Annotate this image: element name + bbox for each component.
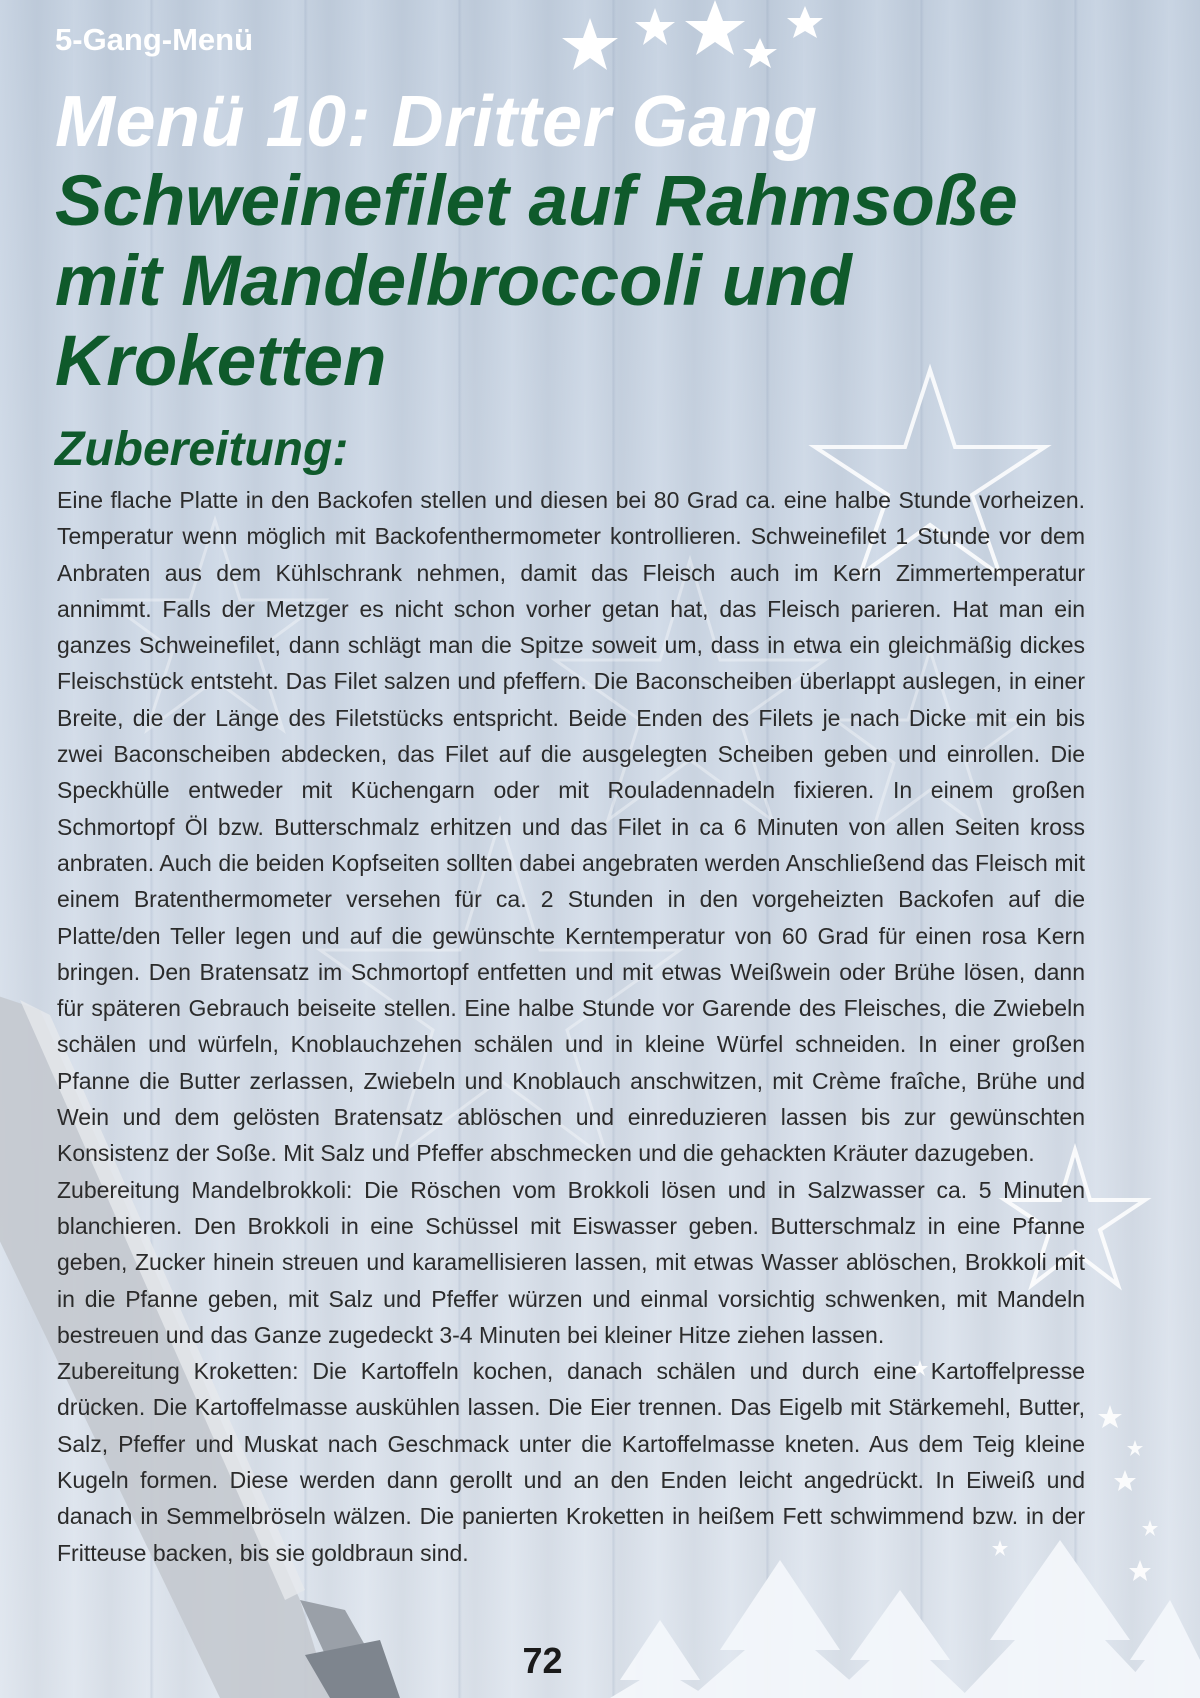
page-number: 72	[522, 1640, 563, 1681]
preparation-text	[57, 482, 1085, 1571]
recipe-title: Schweinefilet auf Rahmsoße mit Mandelbroccoli und Kroketten	[55, 162, 1018, 401]
menu-course-title: Menü 10: Dritter Gang	[55, 82, 818, 162]
series-kicker: 5-Gang-Menü	[55, 22, 254, 57]
paragraph-croquettes: Zubereitung Kroketten: Die Kartoffeln kochen, danach schälen und durch eine Kartoffelpresse drücken. Die Kartoffelmasse auskühlen lassen. Die Eier trennen. Das Eigelb mit Stärkemehl, Butter, Salz, Pfeffer und Muskat nach Geschmack unter die Kartoffelmasse kneten. Aus dem Teig kleine Kugeln formen. Diese werden dann gerollt und an den Enden leicht angedrückt. In Eiweiß und danach in Semmelbröseln wälzen. Die panierten Kroketten in heißem Fett schwimmend bzw. in der Fritteuse backen, bis sie goldbraun sind.	[57, 1358, 1085, 1566]
star-cluster-top	[562, 0, 823, 70]
paragraph-almond-broccoli: Zubereitung Mandelbrokkoli: Die Röschen vom Brokkoli lösen und in Salzwasser ca. 5 Minuten blanchieren. Den Brokkoli in eine Schüssel mit Eiswasser geben. Butterschmalz in eine Pfanne geben, Zucker hinein streuen und karamellisieren lassen, mit etwas Wasser ablöschen, Brokkoli mit in die Pfanne geben, mit Salz und Pfeffer würzen und einmal vorsichtig schwenken, mit Mandeln bestreuen und das Ganze zugedeckt 3-4 Minuten bei kleiner Hitze ziehen lassen.	[57, 1176, 1085, 1348]
preparation-heading: Zubereitung:	[55, 423, 349, 476]
paragraph-main-course: Eine flache Platte in den Backofen stellen und diesen bei 80 Grad ca. eine halbe Stunde vorheizen. Temperatur wenn möglich mit Backofenthermometer kontrollieren. Schweinefilet 1 Stunde vor dem Anbraten aus dem Kühlschrank nehmen, damit das Fleisch auch im Kern Zimmertemperatur annimmt. Falls der Metzger es nicht schon vorher getan hat, das Fleisch parieren. Hat man ein ganzes Schweinefilet, dann schlägt man die Spitze soweit um, dass in etwa ein gleichmäßig dickes Fleischstück entsteht. Das Filet salzen und pfeffern. Die Baconscheiben überlappt auslegen, in einer Breite, die der Länge des Filetstücks entspricht. Beide Enden des Filets je nach Dicke mit ein bis zwei Baconscheiben abdecken, das Filet auf die ausgelegten Scheiben geben und einrollen. Die Speckhülle entweder mit Küchengarn oder mit Rouladennadeln fixieren. In einem großen Schmortopf Öl bzw. Butterschmalz erhitzen und das Filet in ca 6 Minuten von allen Seiten kross anbraten. Auch die beiden Kopfseiten sollten dabei angebraten werden Anschließend das Fleisch mit einem Bratenthermometer versehen für ca. 2 Stunden in den vorgeheizten Backofen auf die Platte/den Teller legen und auf die gewünschte Kerntemperatur von 60 Grad für einen rosa Kern bringen. Den Bratensatz im Schmortopf entfetten und mit etwas Weißwein oder Brühe lösen, dann für späteren Gebrauch beiseite stellen. Eine halbe Stunde vor Garende des Fleisches, die Zwiebeln schälen und würfeln, Knoblauchzehen schälen und in kleine Würfel schneiden. In einer großen Pfanne die Butter zerlassen, Zwiebeln und Knoblauch anschwitzen, mit Crème fraîche, Brühe und Wein und dem gelösten Bratensatz ablöschen und einreduzieren lassen bis zur gewünschten Konsistenz der Soße. Mit Salz und Pfeffer abschmecken und die gehackten Kräuter dazugeben.	[57, 487, 1085, 1167]
